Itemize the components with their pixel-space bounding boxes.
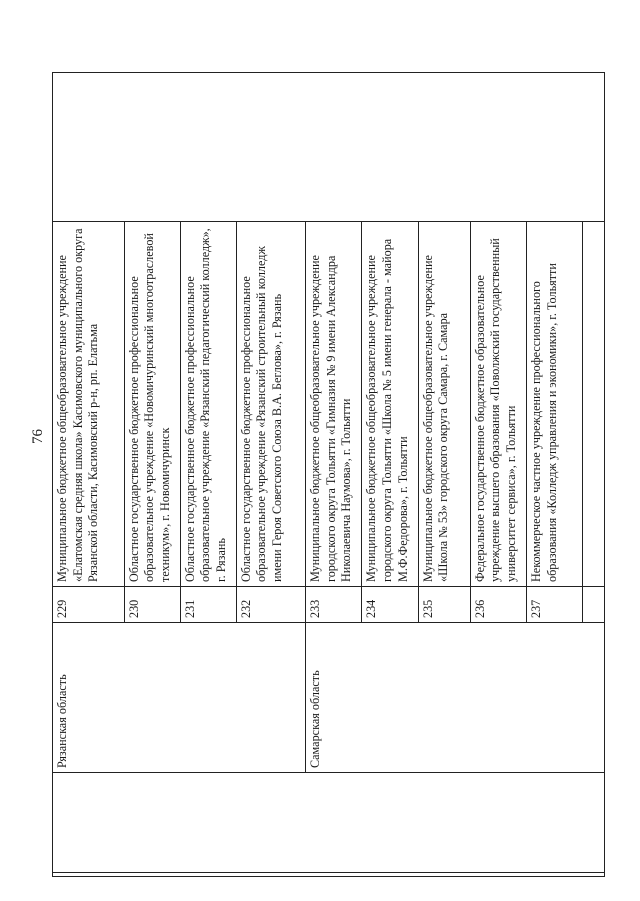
empty-cell [53,73,605,222]
institution-name: Муниципальное бюджетное общеобразовательное учреждение «Школа № 53» городского округа Самара, г. Самара [418,222,470,587]
row-number: 235 [418,587,470,623]
institution-name: Областное государственное бюджетное профессиональное образовательное учреждение «Рязанский педагогический колледж», г. Рязань [180,222,236,587]
row-number: 237 [526,587,582,623]
empty-cell [583,587,605,623]
row-number: 229 [53,587,125,623]
institution-name: Муниципальное бюджетное общеобразовательное учреждение «Елатомская средняя школа» Касимовского муниципального округа Рязанской области, Касимовский р-н, рп. Елатьма [53,222,125,587]
table-row [53,73,125,877]
row-number: 231 [180,587,236,623]
row-number: 233 [306,587,362,623]
page-number: 76 [30,429,46,444]
institution-name: Областное государственное бюджетное профессиональное образовательное учреждение «Новомичуринский многоотраслевой техникум», г. Новомичуринск [124,222,180,587]
empty-cell [53,773,605,873]
region-cell: Самарская область [306,623,605,773]
row-number: 236 [470,587,526,623]
institution-name: Муниципальное бюджетное общеобразовательное учреждение городского округа Тольятти «Школа № 5 имени генерала - майора М.Ф.Федорова», г. Тольятти [362,222,418,587]
region-cell: Рязанская область [53,623,306,773]
institution-name: Областное государственное бюджетное профессиональное образовательное учреждение «Рязанский строительный колледж имени Героя Советского Союза В.А. Беглова», г. Рязань [236,222,305,587]
empty-cell [53,873,605,877]
institutions-table-wrapper [52,73,605,877]
institution-name: Некоммерческое частное учреждение профессионального образования «Колледж управления и экономики», г. Тольятти [526,222,582,587]
empty-cell [583,222,605,587]
institution-name: Муниципальное бюджетное общеобразовательное учреждение городского округа Тольятти «Гимназия № 9 имени Александра Николаевича Наумова», г. Тольятти [306,222,362,587]
row-number: 230 [124,587,180,623]
institutions-table [52,72,605,877]
row-number: 234 [362,587,418,623]
row-number: 232 [236,587,305,623]
institution-name: Федеральное государственное бюджетное образовательное учреждение высшего образования «Поволжский государственный университет сервиса», г. Тольятти [470,222,526,587]
